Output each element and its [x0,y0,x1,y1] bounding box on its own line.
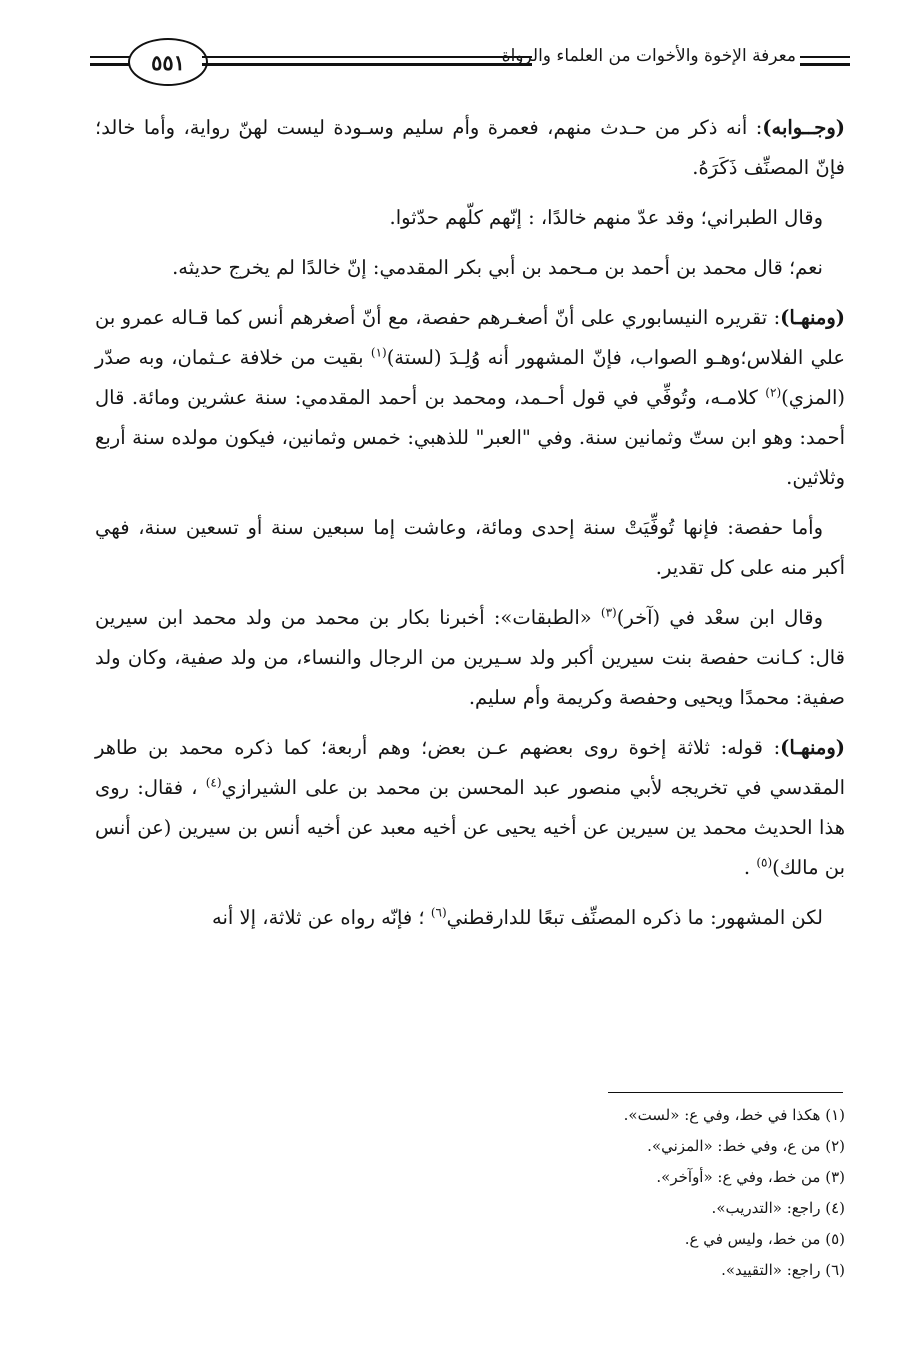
footnote-separator [608,1092,843,1093]
paragraph [95,898,845,938]
page-header [90,36,850,96]
footnote: (٢) من ع، وفي خط: «المزني». [647,1137,845,1155]
paragraph-text: نعم؛ قال محمد بن أحمد بن مـحمد بن أبي بكر المقدمي: إنّ خالدًا لم يخرج حديثه. [172,256,823,279]
paragraph-text: وقال الطبراني؛ وقد عدّ منهم خالدًا، : إنّهم كلّهم حدّثوا. [389,206,823,229]
main-text [95,108,845,948]
paragraph-text: : تقريره النيسابوري على أنّ أصغـرهم حفصة، مع أنّ أصغرهم أنس كما قـاله عمرو بن علي الفلاس؛وهـو الصواب، فإنّ المشهور أنه وُلِـدَ (لستة) [95,306,845,369]
running-title: معرفة الإخوة والأخوات من العلماء والرواة [501,46,796,66]
footnote: (٦) راجع: «التقييد». [721,1261,845,1279]
paragraph-lead: (وجــوابه) [762,116,845,139]
paragraph [95,198,845,238]
footnote-ref[interactable]: (٢) [765,385,782,400]
footnote-ref[interactable]: (٤) [205,775,222,790]
footnote: (٣) من خط، وفي ع: «أوآخر». [656,1168,845,1186]
paragraph [95,108,845,188]
paragraph [95,508,845,588]
paragraph-text: وقال ابن سعْد في (آخر) [616,606,823,629]
paragraph [95,298,845,498]
paragraph-text: ؛ فإنّه رواه عن ثلاثة، إلا أنه [212,906,431,929]
paragraph-text: لكن المشهور: ما ذكره المصنِّف تبعًا للدارقطني [446,906,823,929]
paragraph-text: بقيت من خلافة عـثمان، وبه صدّر (المزي) [95,346,845,409]
paragraph [95,728,845,888]
paragraph-text: . [743,856,757,879]
footnote-ref[interactable]: (٣) [600,605,617,620]
header-rule [800,56,850,58]
header-rule [202,63,532,66]
footnote-ref[interactable]: (٥) [756,855,773,870]
header-rule [202,56,532,58]
header-rule [800,63,850,66]
footnote: (١) هكذا في خط، وفي ع: «لست». [623,1106,845,1124]
page-number: ٥٥١ [128,38,208,86]
paragraph-text: ، فقال: روى هذا الحديث محمد ين سيرين عن أخيه يحيى عن أخيه معبد عن أخيه أنس بن سيرين (عن أنس بن مالك) [95,776,845,879]
paragraph-lead: (ومنهـا) [780,306,845,329]
paragraph-text: : قوله: ثلاثة إخوة روى بعضهم عـن بعض؛ وهم أربعة؛ كما ذكره محمد بن طاهر المقدسي في تخريجه لأبي منصور عبد المحسن بن محمد بن على الشيرازي [95,736,846,799]
header-rule [90,56,130,58]
paragraph-text: وأما حفصة: فإنها تُوفِّيَتْ سنة إحدى ومائة، وعاشت إما سبعين سنة أو تسعين سنة، فهي أكبر منه على كل تقدير. [95,516,845,579]
footnote: (٥) من خط، وليس في ع. [684,1230,845,1248]
paragraph [95,598,845,718]
footnote-ref[interactable]: (٦) [430,905,447,920]
paragraph-text: : أنه ذكر من حـدث منهم، فعمرة وأم سليم وسـودة ليست لهنّ رواية، وأما خالد؛ فإنّ المصنِّف ذَكَرَهُ. [95,116,845,179]
footnote-ref[interactable]: (١) [370,345,387,360]
paragraph [95,248,845,288]
footnotes [400,1100,845,1286]
header-rule [90,63,130,66]
paragraph-lead: (ومنهـا) [780,736,845,759]
paragraph-text: كلامـه، وتُوفِّي في قول أحـمد، ومحمد بن أحمد المقدمي: سنة عشرين ومائة. قال أحمد: وهو ابن ستّ وثمانين سنة. وفي "العبر" للذهبي: خمس وثمانين، فيكون مولده سنة أربع وثلاثين. [95,386,845,489]
paragraph-text: «الطبقات»: أخبرنا بكار بن محمد من ولد محمد ابن سيرين قال: كـانت حفصة بنت سيرين أكبر ولد سـيرين من الرجال والنساء، من ولد صفية، وكان ولد صفية: محمدًا ويحيى وحفصة وكريمة وأم سليم. [95,606,845,709]
footnote: (٤) راجع: «التدريب». [711,1199,845,1217]
